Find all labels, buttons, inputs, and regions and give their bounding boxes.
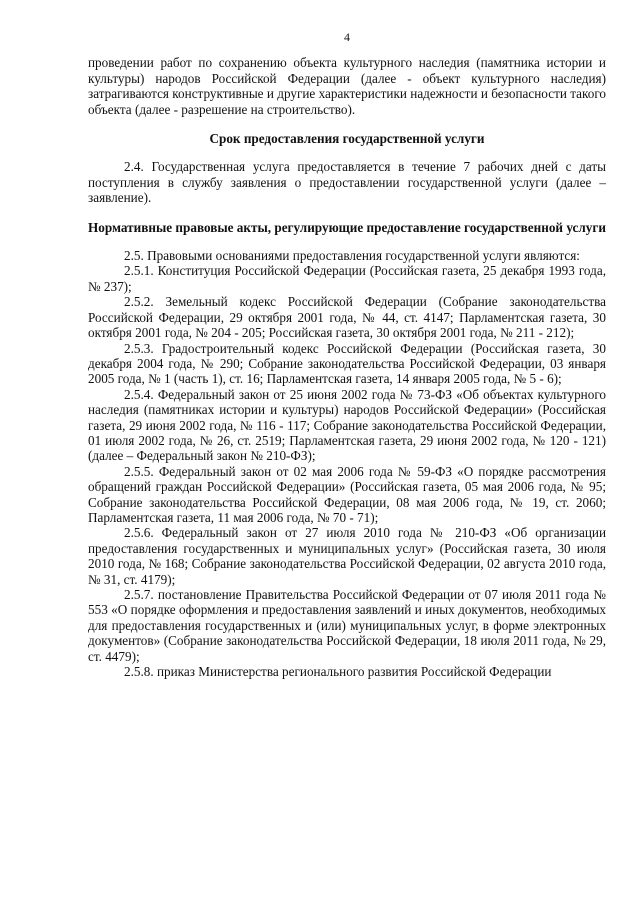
paragraph-2-5-5: 2.5.5. Федеральный закон от 02 мая 2006 года № 59-ФЗ «О порядке рассмотрения обращений граждан Российской Федерации» (Российская газета, 05 мая 2006 года, № 95; Собрание законодательства Российской Федерации, 08 мая 2006 года, № 19, ст. 2060; Парламентская газета, 11 мая 2006 года, № 70 - 71); [88,463,606,525]
paragraph-2-4: 2.4. Государственная услуга предоставляется в течение 7 рабочих дней с даты поступления в службу заявления о предоставлении государственной услуги (далее – заявление). [88,159,606,206]
paragraph-2-5-2: 2.5.2. Земельный кодекс Российской Федерации (Собрание законодательства Российской Федерации, 29 октября 2001 года, № 44, ст. 4147; Парламентская газета, 30 октября 2001 года, № 204 - 205; Российская газета, 30 октября 2001 года, № 211 - 212); [88,294,606,341]
section-heading-service-term: Срок предоставления государственной услуги [209,131,485,147]
intro-paragraph: проведении работ по сохранению объекта культурного наследия (памятника истории и культуры) народов Российской Федерации (далее - объект культурного наследия) затрагиваются конструктивные и другие характеристики надежности и безопасности такого объекта (далее - разрешение на строительство). [88,55,606,117]
paragraph-2-5-4: 2.5.4. Федеральный закон от 25 июня 2002 года № 73-ФЗ «Об объектах культурного наследия (памятниках истории и культуры) народов Российской Федерации» (Российская газета, 29 июня 2002 года, № 116 - 117; Собрание законодательства Российской Федерации, 01 июля 2002 года, № 26, ст. 2519; Парламентская газета, 29 июня 2002 года, № 120 - 121) (далее – Федеральный закон № 210-ФЗ); [88,386,606,464]
section-heading-legal-acts: Нормативные правовые акты, регулирующие предоставление государственной услуги [88,219,606,235]
paragraph-2-5-6: 2.5.6. Федеральный закон от 27 июля 2010 года № 210-ФЗ «Об организации предоставления государственных и муниципальных услуг» (Российская газета, 30 июля 2010 года, № 168; Собрание законодательства Российской Федерации, 02 августа 2010 года, № 31, ст. 4179); [88,525,606,587]
paragraph-2-5-7: 2.5.7. постановление Правительства Российской Федерации от 07 июля 2011 года № 553 «О порядке оформления и предоставления заявлений и иных документов, необходимых для предоставления государственных и (или) муниципальных услуг, в форме электронных документов» (Собрание законодательства Российской Федерации, 18 июля 2011 года, № 29, ст. 4479); [88,587,606,664]
page-number: 4 [344,30,350,44]
paragraph-2-5-1: 2.5.1. Конституция Российской Федерации (Российская газета, 25 декабря 1993 года, № 237); [88,263,606,294]
paragraph-2-5-8: 2.5.8. приказ Министерства регионального развития Российской Федерации [124,664,552,680]
paragraph-2-5-3: 2.5.3. Градостроительный кодекс Российской Федерации (Российская газета, 30 декабря 2004 года, № 290; Собрание законодательства Российской Федерации, 03 января 2005 года, № 1 (часть 1), ст. 16; Парламентская газета, 14 января 2005 года, № 5 - 6); [88,340,606,387]
paragraph-2-5: 2.5. Правовыми основаниями предоставления государственной услуги являются: [124,248,580,264]
